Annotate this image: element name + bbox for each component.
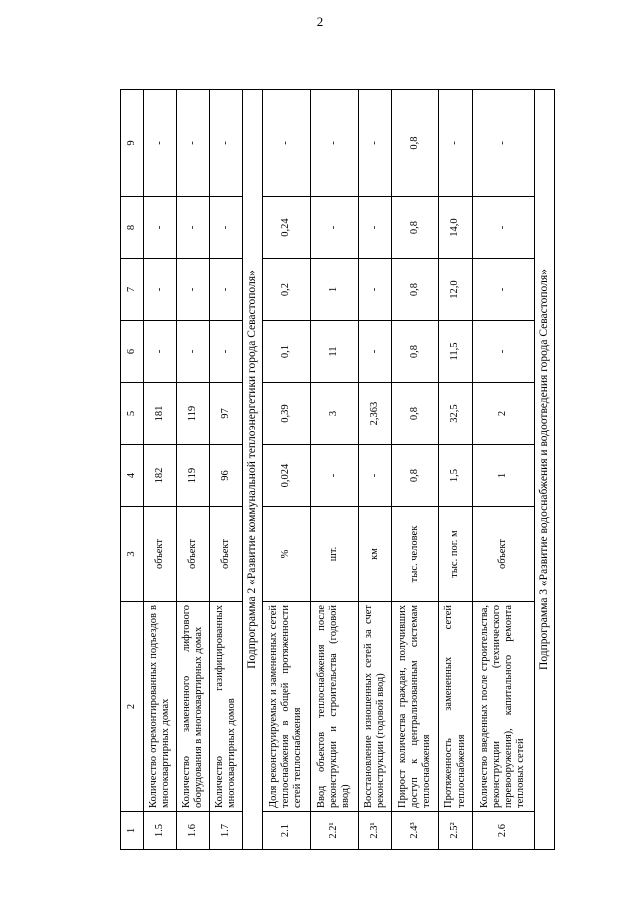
column-header: 2 (121, 602, 144, 812)
table-row (358, 90, 391, 850)
value-col-6: - (177, 321, 210, 383)
row-number: 2.3¹ (358, 812, 391, 850)
value-col-9: - (210, 90, 243, 197)
column-header: 4 (121, 445, 144, 507)
indicator-name: Количество отремонтированных подъездов в многоквартирных домах (144, 602, 177, 812)
value-col-4: 182 (144, 445, 177, 507)
value-col-9: - (310, 90, 358, 197)
value-col-7: 0,8 (391, 259, 439, 321)
indicator-name: Протяженность замененных сетей теплоснабжения (439, 602, 472, 812)
table-row (144, 90, 177, 850)
value-col-5: 2,363 (358, 383, 391, 445)
value-col-8: 14,0 (439, 197, 472, 259)
value-col-9: - (439, 90, 472, 197)
value-col-4: 0,024 (263, 445, 311, 507)
column-header: 8 (121, 197, 144, 259)
unit: тыс. человек (391, 507, 439, 602)
indicator-name: Доля реконструируемых и замененных сетей теплоснабжения в общей протяженности сетей теплоснабжения (263, 602, 311, 812)
value-col-7: 0,2 (263, 259, 311, 321)
value-col-7: - (177, 259, 210, 321)
unit: объект (472, 507, 535, 602)
value-col-4: - (310, 445, 358, 507)
unit: тыс. пог. м (439, 507, 472, 602)
row-number: 2.2¹ (310, 812, 358, 850)
value-col-5: 0,8 (391, 383, 439, 445)
value-col-9: - (263, 90, 311, 197)
row-number: 2.5² (439, 812, 472, 850)
value-col-9: - (177, 90, 210, 197)
row-number: 1.6 (177, 812, 210, 850)
column-header: 9 (121, 90, 144, 197)
value-col-8: - (177, 197, 210, 259)
value-col-5: 97 (210, 383, 243, 445)
value-col-6: 11 (310, 321, 358, 383)
value-col-6: 11,5 (439, 321, 472, 383)
column-header: 6 (121, 321, 144, 383)
value-col-4: 1 (472, 445, 535, 507)
section-row (243, 90, 263, 850)
unit: шт. (310, 507, 358, 602)
page-number: 2 (316, 14, 324, 29)
value-col-9: - (144, 90, 177, 197)
unit: км (358, 507, 391, 602)
column-header: 3 (121, 507, 144, 602)
value-col-4: 0,8 (391, 445, 439, 507)
value-col-7: - (358, 259, 391, 321)
value-col-9: - (472, 90, 535, 197)
value-col-6: 0,8 (391, 321, 439, 383)
value-col-8: - (310, 197, 358, 259)
table-row (310, 90, 358, 850)
section-title: Подпрограмма 2 «Развитие коммунальной теплоэнергетики города Севастополя» (243, 90, 263, 850)
unit: объект (177, 507, 210, 602)
column-header: 7 (121, 259, 144, 321)
value-col-8: 0,24 (263, 197, 311, 259)
table-row (263, 90, 311, 850)
value-col-4: 96 (210, 445, 243, 507)
value-col-5: 0,39 (263, 383, 311, 445)
value-col-6: - (144, 321, 177, 383)
row-number: 1.5 (144, 812, 177, 850)
value-col-6: - (472, 321, 535, 383)
table-row (391, 90, 439, 850)
unit: объект (210, 507, 243, 602)
unit: % (263, 507, 311, 602)
header-row (121, 90, 144, 850)
value-col-6: - (358, 321, 391, 383)
value-col-6: 0,1 (263, 321, 311, 383)
column-header: 1 (121, 812, 144, 850)
value-col-8: - (358, 197, 391, 259)
indicator-name: Количество газифицированных многоквартирных домов (210, 602, 243, 812)
table-row (210, 90, 243, 850)
value-col-4: 1,5 (439, 445, 472, 507)
value-col-4: - (358, 445, 391, 507)
table-row (439, 90, 472, 850)
column-header: 5 (121, 383, 144, 445)
value-col-4: 119 (177, 445, 210, 507)
value-col-5: 181 (144, 383, 177, 445)
section-title: Подпрограмма 3 «Развитие водоснабжения и водоотведения города Севастополя» (535, 90, 555, 850)
unit: объект (144, 507, 177, 602)
table-row (177, 90, 210, 850)
value-col-5: 2 (472, 383, 535, 445)
table-row (472, 90, 535, 850)
row-number: 1.7 (210, 812, 243, 850)
row-number: 2.4³ (391, 812, 439, 850)
value-col-7: - (472, 259, 535, 321)
indicator-name: Прирост количества граждан, получивших доступ к централизованным системам теплоснабжения (391, 602, 439, 812)
row-number: 2.1 (263, 812, 311, 850)
indicator-name: Ввод объектов теплоснабжения после реконструкции и строительства (годовой ввод) (310, 602, 358, 812)
indicators-table (120, 89, 555, 850)
value-col-9: 0,8 (391, 90, 439, 197)
section-row (535, 90, 555, 850)
value-col-8: - (210, 197, 243, 259)
row-number: 2.6 (472, 812, 535, 850)
value-col-7: 1 (310, 259, 358, 321)
indicator-name: Восстановление изношенных сетей за счет реконструкции (годовой ввод) (358, 602, 391, 812)
indicator-name: Количество замененного лифтового оборудования в многоквартирных домах (177, 602, 210, 812)
value-col-5: 119 (177, 383, 210, 445)
value-col-8: - (144, 197, 177, 259)
value-col-8: 0,8 (391, 197, 439, 259)
value-col-7: 12,0 (439, 259, 472, 321)
value-col-8: - (472, 197, 535, 259)
value-col-9: - (358, 90, 391, 197)
indicator-name: Количество введенных после строительства, реконструкции (технического перевооружения), капитального ремонта тепловых сетей (472, 602, 535, 812)
rotated-table-container (120, 90, 555, 850)
value-col-7: - (210, 259, 243, 321)
value-col-7: - (144, 259, 177, 321)
value-col-5: 32,5 (439, 383, 472, 445)
value-col-5: 3 (310, 383, 358, 445)
value-col-6: - (210, 321, 243, 383)
